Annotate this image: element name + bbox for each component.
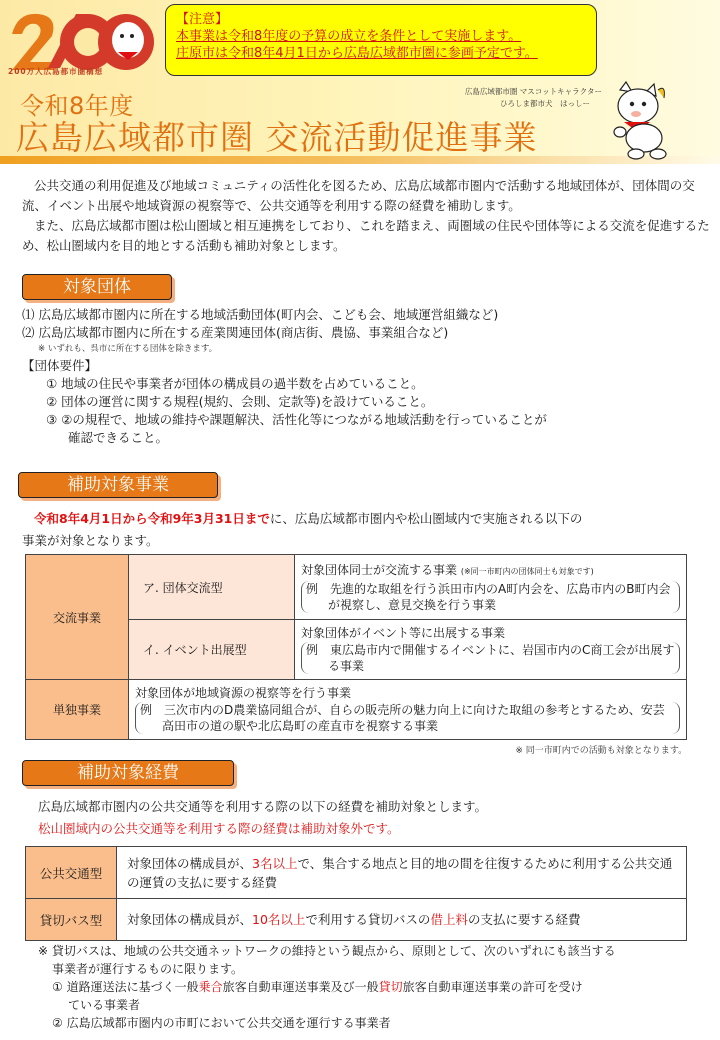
table-row — [26, 847, 687, 899]
single-example: 例 三次市内のD農業協同組合が、自らの販売所の魅力向上に向けた取組の参考とするため、安芸高田市の道の駅や北広島町の産直市を視察する事業 — [140, 703, 665, 733]
public-transit-min-members: 3名以上 — [252, 855, 298, 871]
intro-paragraph-2: また、広島広域都市圏は松山圏域と相互連携をしており、これを踏まえ、両圏域の住民や団体等による交流を促進するため、松山圏域内を目的地とする活動も補助対象とします。 — [22, 218, 710, 253]
notice-title: 【注意】 — [176, 12, 229, 27]
charter-bus-desc — [117, 899, 687, 941]
type-b-example: 例 東広島市内で開催するイベントに、岩国市内のC商工会が出展する事業 — [306, 643, 675, 673]
public-transit-desc-pre: 対象団体の構成員が、 — [127, 855, 253, 871]
charter-bus-rental-fee: 借上料 — [430, 912, 468, 927]
category-single: 単独事業 — [26, 680, 129, 740]
table-row — [26, 899, 687, 941]
type-b-example-box — [301, 642, 680, 674]
public-transit-desc-post: で、集合する地点と目的地の間を往復するために利用する公共交通の運賃の支払に要する経費 — [127, 855, 673, 890]
target-group-item-2: ⑵ 広島広域都市圏内に所在する産業関連団体(商店街、農協、事業組合など) — [22, 325, 449, 340]
single-example-box — [135, 702, 680, 734]
section-heading-target-groups: 対象団体 — [22, 274, 172, 300]
charter-bus-desc-pre: 対象団体の構成員が、 — [127, 912, 253, 927]
target-group-note: ※ いずれも、呉市に所在する団体を除きます。 — [38, 344, 218, 354]
expenses-lead: 広島広域都市圏内の公共交通等を利用する際の以下の経費を補助対象とします。 — [38, 799, 488, 814]
charter-bus-min-members: 10名以上 — [252, 912, 306, 927]
charter-bus-footnote — [38, 942, 698, 1032]
notice-line-1: 本事業は令和8年度の予算の成立を条件として実施します。 — [176, 29, 522, 44]
footnote-item-1 — [38, 978, 698, 996]
intro-paragraph-1: 公共交通の利用促進及び地域コミュニティの活性化を図るため、広島広域都市圏内で活動する地域団体が、団体間の交流、イベント出展や地域資源の視察等で、公共交通等を利用する際の経費を補助します。 — [22, 178, 695, 213]
eligible-lead-rest: に、広島広域都市圏内や松山圏域内で実施される以下の — [269, 511, 583, 526]
footnote-item-1-shared: 乗合 — [198, 980, 223, 994]
eligible-expenses-lead — [38, 796, 487, 840]
footnote-main-1: ※ 貸切バスは、地域の公共交通ネットワークの維持という観点から、原則として、次のいずれにも該当する — [38, 944, 616, 958]
requirements-label: 【団体要件】 — [22, 358, 98, 373]
type-b-label: イ. イベント出展型 — [129, 620, 295, 680]
eligible-period: 令和8年4月1日から令和9年3月31日まで — [34, 511, 270, 526]
requirement-item-1: ① 地域の住民や事業者が団体の構成員の過半数を占めていること。 — [46, 376, 424, 391]
charter-bus-desc-mid: で利用する貸切バスの — [305, 912, 431, 927]
eligible-lead-line-2: 事業が対象となります。 — [22, 533, 159, 548]
type-a-desc-cell — [295, 555, 687, 620]
type-a-example: 例 先進的な取組を行う浜田市内のA町内会を、広島市内のB町内会が視察し、意見交換を行う事業 — [306, 581, 671, 612]
public-transit-desc — [117, 847, 687, 899]
mascot-caption — [430, 86, 602, 110]
page-title: 広島広域都市圏 交流活動促進事業 — [16, 118, 538, 157]
notice-line-2: 庄原市は令和8年4月1日から広島広域都市圏に参画予定です。 — [176, 46, 538, 61]
footnote-item-2: ② 広島広域都市圏内の市町において公共交通を運行する事業者 — [52, 1016, 391, 1030]
target-group-item-1: ⑴ 広島広域都市圏内に所在する地域活動団体(町内会、こども会、地域運営組織など) — [22, 307, 499, 322]
intro-text — [22, 176, 710, 256]
category-public-transit: 公共交通型 — [26, 847, 117, 899]
type-a-desc: 対象団体同士が交流する事業 — [301, 562, 458, 577]
section-heading-eligible-expenses: 補助対象経費 — [22, 760, 234, 786]
requirement-item-3-cont: 確認できること。 — [68, 430, 169, 445]
footnote-item-1-post: 旅客自動車運送事業の許可を受け — [402, 980, 583, 994]
footnote-item-1-charter: 貸切 — [378, 980, 403, 994]
table-row — [26, 555, 687, 620]
expenses-exclusion: 松山圏域内の公共交通等を利用する際の経費は補助対象外です。 — [38, 821, 400, 836]
footnote-item-1-cont: ている事業者 — [68, 998, 141, 1012]
target-groups-list — [22, 306, 547, 447]
eligible-projects-lead — [22, 508, 702, 552]
single-desc-cell — [129, 680, 687, 740]
type-a-example-box — [301, 581, 680, 613]
notice-box — [165, 4, 597, 76]
logo-caption: 200万人広島都市圏構想 — [8, 67, 104, 76]
category-exchange: 交流事業 — [26, 555, 129, 680]
category-charter-bus: 貸切バス型 — [26, 899, 117, 941]
charter-bus-desc-post: の支払に要する経費 — [467, 912, 581, 927]
footnote-item-1-pre: ① 道路運送法に基づく一般 — [52, 980, 199, 994]
type-a-label: ア. 団体交流型 — [129, 555, 295, 620]
type-b-desc: 対象団体がイベント等に出展する事業 — [301, 626, 506, 640]
footnote-item-1-mid: 旅客自動車運送事業及び一般 — [222, 980, 379, 994]
footnote-main-2: 事業者が運行するものに限ります。 — [52, 962, 244, 976]
table-row — [26, 680, 687, 740]
mascot-caption-line-1: 広島広域都市圏 マスコットキャラクター — [464, 87, 602, 96]
fiscal-year: 令和8年度 — [20, 92, 134, 120]
single-desc: 対象団体が地域資源の視察等を行う事業 — [135, 686, 352, 700]
eligible-projects-table — [25, 554, 687, 740]
type-a-desc-note: (※同一市町内の団体同士も対象です) — [460, 566, 594, 576]
requirement-item-3: ③ ②の規程で、地域の維持や課題解決、活性化等につながる地域活動を行っていることが — [46, 412, 547, 427]
mascot-caption-line-2: ひろしま都市犬 はっしー — [500, 99, 590, 108]
type-b-desc-cell — [295, 620, 687, 680]
eligible-expenses-table — [25, 846, 687, 941]
section-heading-eligible-projects: 補助対象事業 — [18, 472, 218, 498]
table-note: ※ 同一市町内での活動も対象となります。 — [515, 746, 687, 756]
mascot-dog-icon — [606, 80, 676, 162]
requirement-item-2: ② 団体の運営に関する規程(規約、会則、定款等)を設けていること。 — [46, 394, 434, 409]
